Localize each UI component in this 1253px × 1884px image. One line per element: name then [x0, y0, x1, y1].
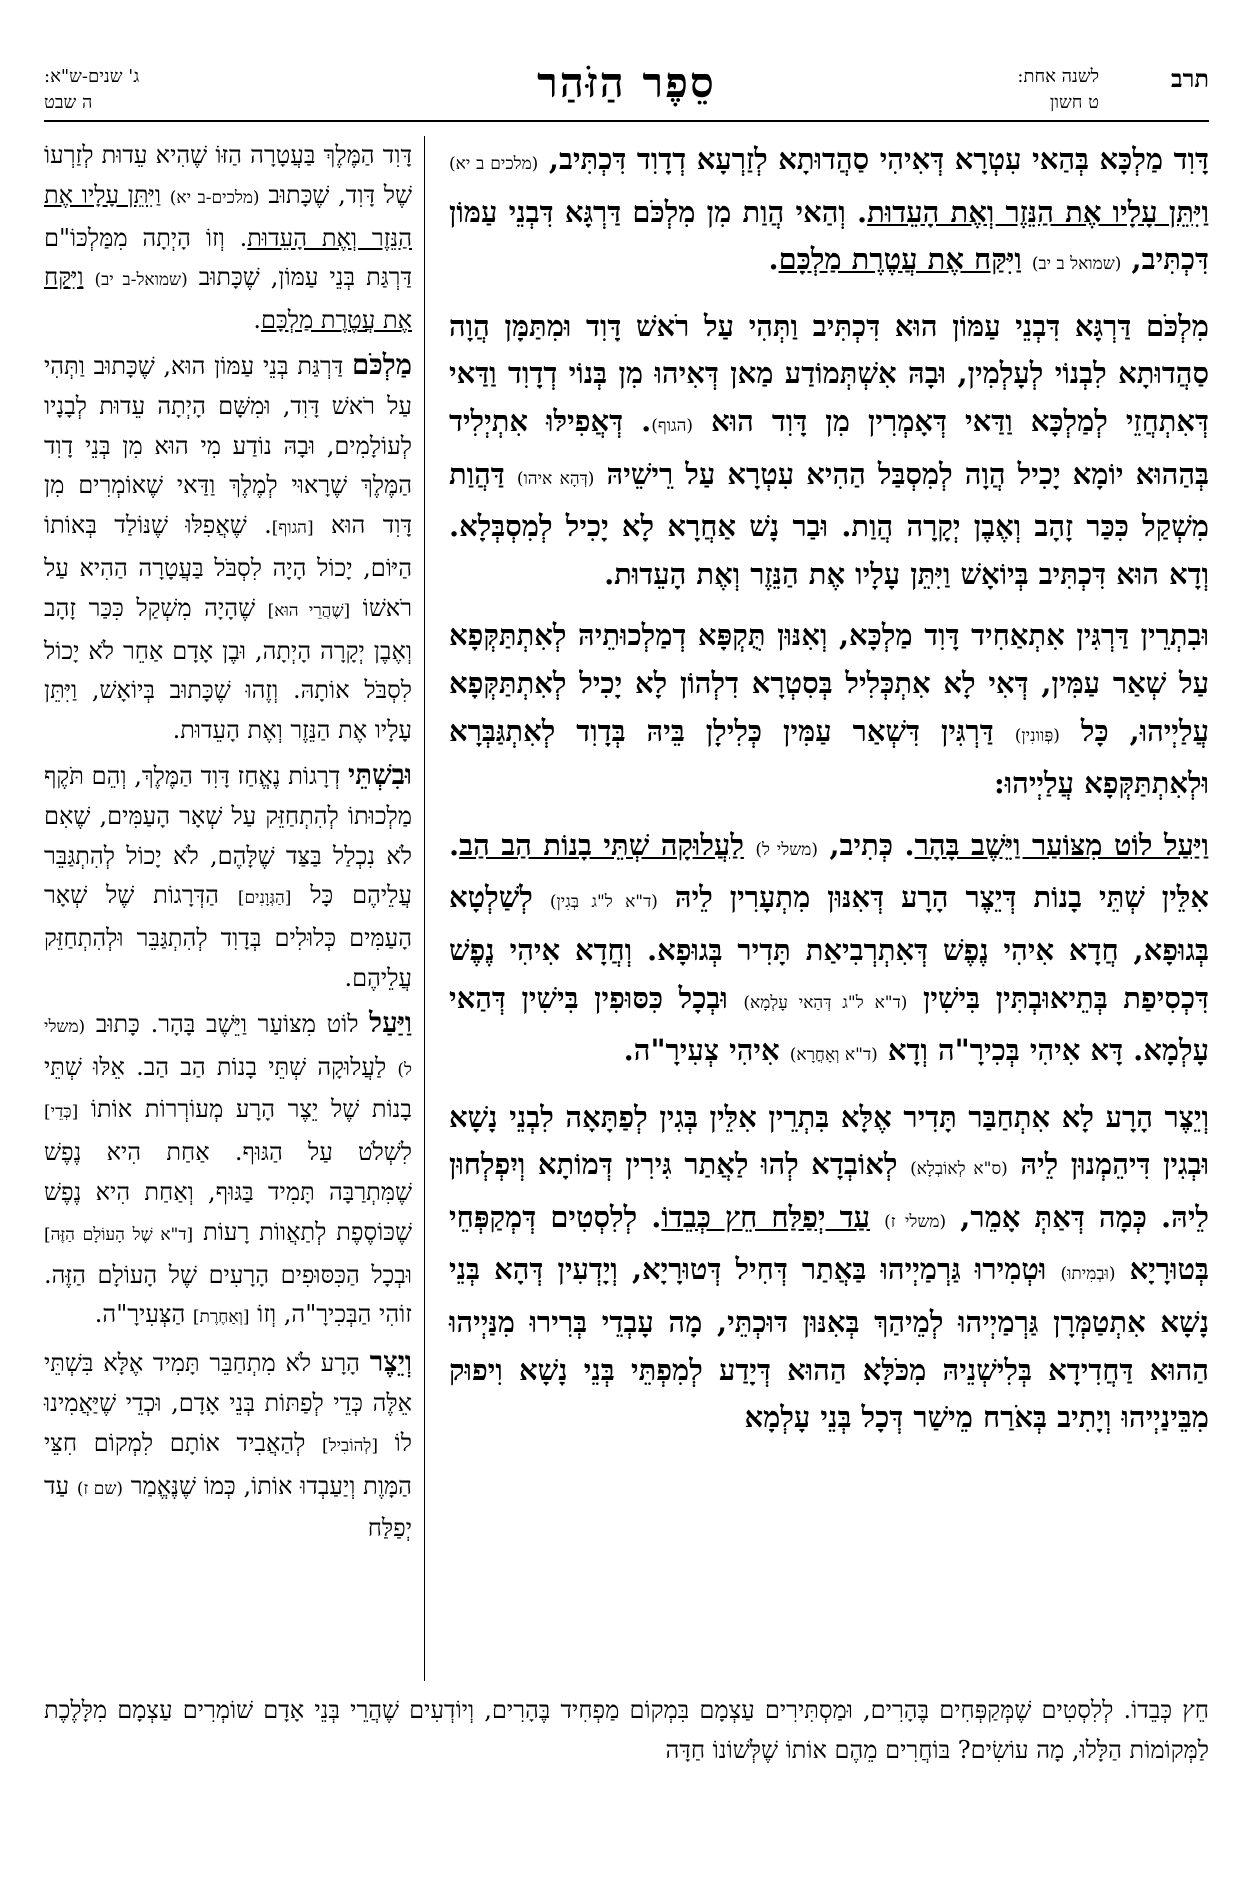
variant-note: (הגוף) — [651, 415, 694, 436]
schedule-label-one-year: לשנה אחת: — [1017, 66, 1099, 87]
text: לְאוֹבְדָא לְהוּ לַאֲתַר גִּירִין דְּמוֹתָא וְיִפְלְחוּן לֵיהּ. כְּמָה דְּאַתְּ אָמֵר, — [449, 1147, 1209, 1234]
opening-word: וְיֵצֶר — [369, 1345, 412, 1379]
text: הַצְּעִירָ"ה. — [94, 1300, 186, 1329]
text: לִשְׁלֹט עַל הַגּוּף. אַחַת הִיא נֶפֶשׁ שֶׁמִּתְרַבָּה תָּמִיד בַּגּוּף, וְאַחַת הִיא נֶפֶשׁ שֶׁכּוֹסֶפֶת לְתַאֲווֹת רָעוֹת — [44, 1138, 412, 1246]
text: . שֶׁאֲפִלּוּ שֶׁנּוֹלַד בְּאוֹתוֹ הַיּוֹם, יָכוֹל הָיָה לִסְבֹּל בַּעֲטָרָה הַהִיא עַל רֹאשׁוֹ — [44, 511, 412, 622]
text: דָּוִד מַלְכָּא בְּהַאי עִטְרָא דְּאִיהִי סַהֲדוּתָא לְזַרְעָא דְדָוִד דִּכְתִּיב, — [548, 142, 1209, 176]
text: לַעֲלוּקָה שְׁתֵּי בָנוֹת הַב הַב. אֵלּוּ שְׁתֵּי בָנוֹת שֶׁל יֵצֶר הָרָע מְעוֹרְרוֹת אוֹתוֹ — [44, 1052, 413, 1124]
text: . — [768, 242, 779, 277]
text: הָרָע לֹא מִתְחַבֵּר תָּמִיד אֶלָּא בִּשְׁתֵּי אֵלֶּה כְּדֵי לְפַתּוֹת בְּנֵי אָדָם, וּכְדֵי שֶׁיַּאֲמִינוּ לוֹ — [44, 1349, 412, 1457]
text: שֶׁהָיָה מִשְׁקַל כִּכַּר זָהָב וְאֶבֶן יְקָרָה הָיְתָה, וּבֶן אָדָם אַחֵר לֹא יָכוֹל לִסְבֹּל אוֹתָהּ. וְזֶהוּ שֶׁכָּתוּב בְּיוֹאָשׁ, וַיִּתֵּן עָלָיו אֶת הַנֵּזֶר וְאֶת הָעֵדוּת. — [44, 593, 412, 745]
source-reference: (שמואל ב יב) — [1031, 254, 1122, 275]
opening-word: מַלְכֹּם — [352, 347, 412, 381]
text: וּבְכָל הַכִּסּוּפִים הָרָעִים שֶׁל הָעוֹלָם הַזֶּה. זוֹהִי הַבְּכִירָ"ה, וְזוֹ — [44, 1260, 412, 1329]
zohar-page — [44, 58, 1209, 1858]
source-reference: (מלכים ב יא) — [449, 154, 539, 174]
text: דַּהֲוַת מִשְׁקַל כִּכַּר זָהָב וְאֶבֶן יְקָרָה הֲוַת. וּבַר נָשׁ אַחֲרָא לָא יָכִיל לְמִסְבְּלָא. וְדָא הוּא דִּכְתִּיב בְּיוֹאָשׁ וַיִּתֵּן עָלָיו אֶת הַנֵּזֶר וְאֶת הָעֵדוּת. — [449, 456, 1209, 591]
text: לוֹט מִצּוֹעַר וַיֵּשֶׁב בָּהָר. כָּתוּב — [95, 1009, 359, 1038]
text: וּבִתְרֵין דַּרְגִּין אִתְאַחִיד דָּוִד מַלְכָּא, וְאִנּוּן תֻּקְפָּא דְמַלְכוּתֵיהּ לְאִתְתַּקְּפָא עַל שְׁאַר עַמִּין, דְּאִי לָא אִתְכְּלִיל בְּסִטְרָא דִלְהוֹן לָא יָכִיל לְאִתְתַּקְּפָא עֲלַיְיהוּ, כָּל — [449, 618, 1209, 748]
variant-note: [הגוף] — [271, 518, 314, 539]
text: . אִלֵּין שְׁתֵּי בָנוֹת דְּיֵצֶר הָרָע דְּאִנּוּן מִתְעָרִין לֵיהּ — [449, 827, 1209, 915]
source-reference: (משלי ל) — [44, 1016, 412, 1080]
opening-word: וּבִשְׁתֵּי — [348, 757, 412, 791]
header-rule — [44, 120, 1209, 122]
text: דְרָגוֹת נֶאֱחַז דָּוִד הַמֶּלֶךְ, וְהֵם תֹּקֶף מַלְכוּתוֹ לְהִתְחַזֵּק עַל שְׁאָר הָעַמִּים, שֶׁאִם לֹא נִכְלַל בַּצַּד שֶׁלָּהֶם, לֹא יָכוֹל לְהִתְגַּבֵּר עֲלֵיהֶם כָּל — [44, 761, 412, 910]
verse-quote: עַד יְפַלַּח חֵץ כְּבֵדוֹ — [661, 1199, 871, 1234]
verse-quote: וַיַּעַל לוֹט מִצּוֹעַר וַיֵּשֶׁב בָּהָר — [914, 827, 1209, 862]
opening-word: וַיַּעַל — [369, 1005, 412, 1039]
variant-note: (ס"א לְאוֹבְלָא) — [910, 1159, 1008, 1180]
text: . לְלִסְטִים דְּמְקַפְּחֵי בְּטוּרָיָא — [449, 1199, 1209, 1287]
source-reference: (משלי ל) — [755, 839, 818, 860]
aramaic-paragraph-1 — [449, 136, 1209, 289]
verse-quote: לַעֲלוּקָה שְׁתֵּי בָנוֹת הַב הַב — [459, 827, 744, 862]
translation-continuation: חֵץ כְּבֵדוֹ. לְלִסְטִים שֶׁמְּקַפְּחִים בֶּהָרִים, וּמַסְתִּירִים עַצְמָם בִּמְקוֹם מַפְחִיד בֶּהָרִים, וְיוֹדְעִים שֶׁהֲרֵי בְּנֵי אָדָם שׁוֹמְרִים עַצְמָם מִלָּלֶכֶת לַמְּקוֹמוֹת הַלָּלוּ, מָה עוֹשִׂים? בּוֹחֲרִים מֵהֶם אוֹתוֹ שֶׁלְּשׁוֹנוֹ חַדָּה — [44, 1696, 1209, 1764]
translation-paragraph-1 — [44, 136, 412, 341]
text: לְשַׁלְטָא בְּגוּפָא, חֲדָא אִיהִי נֶפֶשׁ דְּאִתְרְבִיאַת תָּדִיר בְּגוּפָא. וְחֲדָא אִיהִי נֶפֶשׁ דִּכְסִיפַת בְּתֵיאוּבְתִּין בִּישִׁין — [449, 880, 1209, 1015]
text: מִלְכֹּם דַּרְגָּא דִּבְנֵי עַמּוֹן הוּא דִּכְתִּיב וַתְּהִי עַל רֹאשׁ דָּוִד וּמִתַּמָּן הֲוָה סַהֲדוּתָא לִבְנוֹי לְעָלְמִין, וּבָהּ אִשְׁתְּמוֹדַע מַאן דְּאִיהוּ מִן בְּנוֹי דְדָוִד וַדַּאי דְּאִתְחֲזֵי לְמַלְכָּא וַדַּאי דְּאָמְרִין מִן דָּוִד הוּא — [449, 308, 1209, 438]
variant-note: [ד"א שֶׁל הָעוֹלָם הַזֶּה] — [44, 1224, 194, 1245]
variant-note: [שֶׁהֲרֵי הוּא] — [267, 600, 351, 621]
variant-note: [כְּדֵי] — [44, 1102, 79, 1123]
variant-note: (ד"א וְאָחֳרָא) — [789, 1045, 878, 1066]
verse-quote: וַיִּקַּח אֶת עֲטֶרֶת מַלְכָּם — [44, 263, 412, 335]
text: עַד יְפַלַּח — [44, 1471, 412, 1543]
verse-quote: וַיִּתֵּן עָלָיו אֶת הַנֵּזֶר וְאֶת הָעֵדוּת — [44, 180, 412, 252]
text: וּבְכָל כִּסּוּפִין בִּישִׁין דְּהַאי עָלְמָא. דָּא אִיהִי בְּכִירָ"ה וְדָא — [449, 980, 1209, 1068]
schedule-date-one-year: ט חשון — [1049, 92, 1099, 113]
text: . — [253, 306, 262, 335]
translation-paragraph-3 — [44, 755, 412, 999]
variant-note: (דְּהָא איהו) — [516, 468, 595, 489]
verse-quote: וַיִּקַּח אֶת עֲטֶרֶת מַלְכָּם — [778, 242, 1022, 277]
translation-paragraph-2 — [44, 345, 412, 751]
aramaic-text-column — [449, 136, 1209, 1681]
text: . וְזוֹ הָיְתָה מִמַּלְכּוֹ"ם דַּרְגַּת בְּנֵי עַמּוֹן, שֶׁכָּתוּב — [44, 223, 412, 292]
page-header — [44, 58, 1209, 128]
aramaic-paragraph-5 — [449, 1094, 1209, 1442]
book-title: סֵפֶר הַזֹּהַר — [537, 58, 716, 107]
verse-quote: וַיִּתֵּן עָלָיו אֶת הַנֵּזֶר וְאֶת הָעֵדוּת — [867, 194, 1209, 229]
source-reference: (שם ז) — [76, 1478, 124, 1499]
source-reference: (שמואל-ב יב) — [94, 270, 188, 291]
schedule-label-three-years: ג' שנים-ש"א: — [44, 66, 140, 87]
variant-note: (וּבְמִיתוּ) — [1060, 1264, 1116, 1285]
variant-note: [וְאַחֶרֶת] — [192, 1307, 250, 1328]
text: . וְהַאי הֲוַת מִן מִלְכֹּם דַּרְגָּא דִּבְנֵי עַמּוֹן דִּכְתִּיב, — [449, 194, 1209, 277]
text: וְיֵצֶר הָרָע לָא אִתְחַבַּר תָּדִיר אֶלָּא בִּתְרֵין אִלֵּין בְּגִין לְפַתָּאָה לִבְנֵי נָשָׁא וּבְגִין דִּיהֵמְנוּן לֵיהּ — [449, 1099, 1209, 1182]
variant-note: [לְהוֹבִיל] — [322, 1435, 378, 1456]
text: . כְּתִיב, — [829, 827, 915, 862]
text: דַּרְגַּת בְּנֵי עַמּוֹן הוּא, שֶׁכָּתוּב וַתְּהִי עַל רֹאשׁ דָּוִד, וּמִשָּׁם הָיְתָה עֵדוּת לְבָנָיו לְעוֹלָמִים, וּבָהּ נוֹדַע מִי הוּא מִן בְּנֵי דָוִד הַמֶּלֶךְ שֶׁרָאוּי לְמֶלֶךְ וַדַּאי שֶׁאוֹמְרִים מִן דָּוִד הוּא — [44, 351, 412, 540]
aramaic-paragraph-2 — [449, 303, 1209, 599]
schedule-date-three-years: ה שבט — [44, 92, 93, 113]
text: וּטְמִירוּ גַּרְמַיְיהוּ בַּאֲתַר דְּחִיל דְּטוּרָיָא, וְיָדְעִין דְּהָא בְּנֵי נָשָׁא אִתְטַמְּרָן גַּרְמַיְיהוּ לְמֵיהַךְ בְּאִנּוּן דּוּכְתֵּי, מָה עָבְדֵי בְּרִירוּ מִנַּיְיהוּ הַהוּא דַּחֲדִידָא בְּלִישְׁנֵיהּ מִכֹּלָּא הַהוּא דְּיָדַע לְמִפְתֵּי בְּנֵי נָשָׁא וִיפוּק מִבֵּינַיְיהוּ וְיָתִיב בְּאֹרַח מֵישַׁר דְּכָל בְּנֵי עָלְמָא — [449, 1252, 1209, 1435]
column-divider — [424, 136, 425, 1681]
text: אִיהִי צְעִירָ"ה. — [623, 1033, 780, 1068]
aramaic-paragraph-3 — [449, 612, 1209, 807]
hebrew-translation-column — [44, 136, 412, 1681]
text: לְהַאֲבִיד אוֹתָם לִמְקוֹם חִצֵּי הַמָּוֶת וְיַעַבְדוּ אוֹתוֹ, כְּמוֹ שֶׁנֶּאֱמַר — [44, 1428, 412, 1500]
text: . דְּאֲפִילּוּ אִתְיְלִיד בְּהַהוּא יוֹמָא יָכִיל הֲוָה לְמִסְבַּל הַהִיא עִטְרָא עַל רֵישֵׁיהּ — [449, 403, 1209, 491]
source-reference: (מלכים-ב יא) — [169, 187, 260, 208]
translation-paragraph-5 — [44, 1342, 412, 1549]
text: דַּרְגִּין דִּשְׁאַר עַמִּין כְּלִילָן בֵּיהּ בְּדָוִד לְאִתְגַּבְּרָא וּלְאִתְתַּקְּפָא עֲלַיְיהוּ: — [449, 713, 1209, 801]
variant-note: (פְּוונִין) — [1014, 725, 1060, 746]
text: הַדְּרָגוֹת שֶׁל שְׁאָר הָעַמִּים כְּלוּלִים בְּדָוִד לְהִתְגַּבֵּר וּלְהִתְחַזֵּק עֲלֵיהֶם. — [44, 881, 412, 992]
text: דָּוִד הַמֶּלֶךְ בַּעֲטָרָה הַזּוֹ שֶׁהִיא עֵדוּת לְזַרְעוֹ שֶׁל דָּוִד, שֶׁכָּתוּב — [44, 141, 413, 209]
page-number: תרב — [1171, 64, 1209, 93]
translation-paragraph-4 — [44, 1003, 412, 1338]
daily-study-schedule-left — [44, 64, 139, 116]
variant-note: (ד"א ל"ג בְּגִין) — [549, 892, 658, 913]
variant-note: [הַגְּוָנִים] — [237, 888, 292, 909]
variant-note: (ד"א ל"ג דְּהַאי עָלְמָא) — [743, 992, 908, 1013]
aramaic-paragraph-4 — [449, 822, 1209, 1080]
source-reference: (משלי ז) — [884, 1211, 947, 1232]
